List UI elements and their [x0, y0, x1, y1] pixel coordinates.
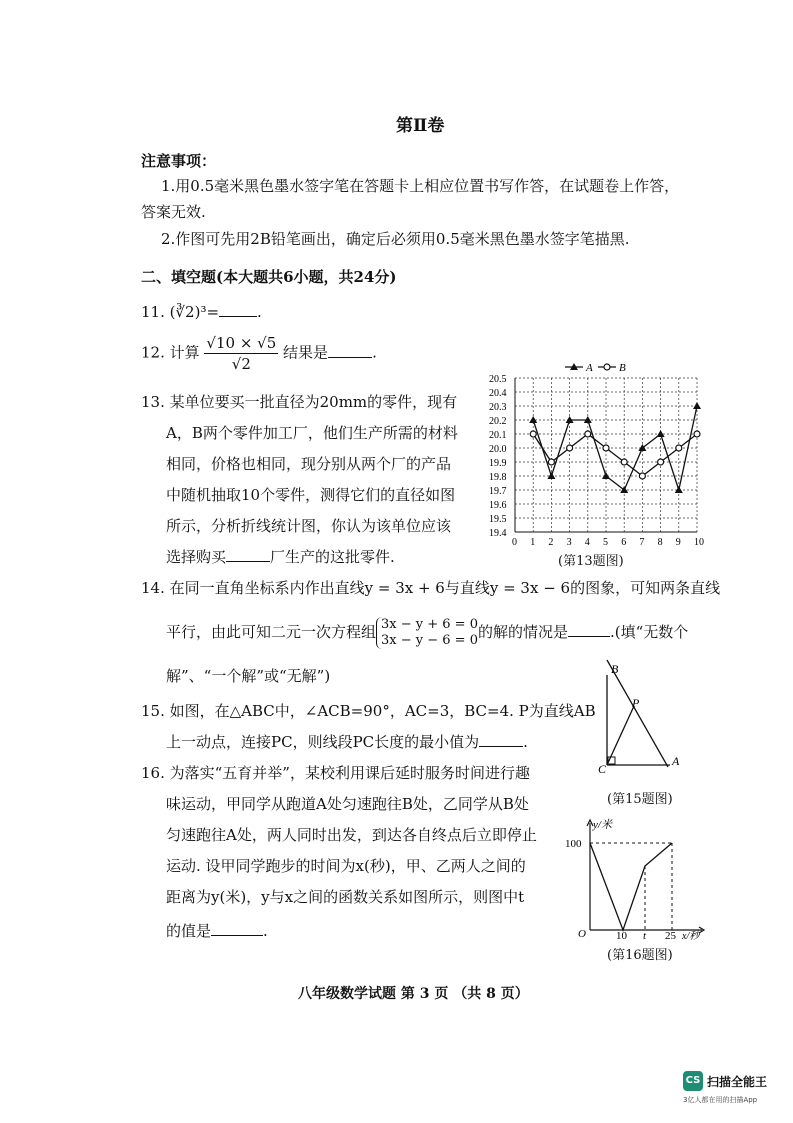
- series-B-point: [567, 445, 573, 451]
- series-B-point: [621, 459, 627, 465]
- q15-triangle-figure: [590, 655, 695, 775]
- notice-1: 1.用0.5毫米黑色墨水签字笔在答题卡上相应位置书写作答，在试题卷上作答，: [161, 177, 680, 195]
- q11-suffix: )³=: [194, 303, 220, 321]
- q16-line-5: 距离为y(米)，y与x之间的函数关系如图所示，则图中t: [166, 888, 525, 906]
- q13-line-2: A，B两个零件加工厂，他们生产所需的材料: [166, 424, 458, 442]
- q14-answer-blank: [568, 623, 610, 637]
- series-A-point: [657, 430, 665, 437]
- chart-legend: [565, 362, 626, 374]
- legend-b-label: B: [619, 362, 626, 374]
- q15-answer-blank: [479, 733, 523, 747]
- series-B-point: [530, 431, 536, 437]
- q11-prefix: 11. (: [141, 303, 176, 321]
- q12-suffix: 结果是: [283, 343, 329, 362]
- question-11: [141, 303, 262, 321]
- notice-heading: 注意事项：: [141, 152, 217, 170]
- q14-line-2b: 的解的情况是: [477, 623, 568, 641]
- q15-line-2b: .: [523, 733, 528, 751]
- q13-answer-blank: [226, 548, 270, 562]
- q15-line-1: 15. 如图，在△ABC中，∠ACB=90°，AC=3，BC=4. P为直线AB: [141, 702, 596, 720]
- q14-eq1: 3x − y + 6 = 0: [381, 617, 478, 632]
- q14-line-2a: 平行，由此可知二元一次方程组: [166, 623, 377, 641]
- q13-caption: (第13题图): [558, 554, 624, 569]
- q13-line-1: 13. 某单位要买一批直径为20mm的零件，现有: [141, 393, 458, 411]
- q16-line-4: 运动. 设甲同学跑步的时间为x(秒)，甲、乙两人之间的: [166, 857, 526, 875]
- y-tick-label: 20.0: [489, 444, 507, 455]
- x-tick-label: 1: [530, 537, 536, 548]
- notice-2: 2.作图可先用2B铅笔画出，确定后必须用0.5毫米黑色墨水签字笔描黑.: [161, 230, 630, 248]
- q16-function-graph: [562, 815, 712, 940]
- q14-equation-system: [376, 617, 478, 649]
- tick-10: 10: [616, 930, 627, 940]
- q15-line-2: [166, 733, 528, 751]
- y-tick-label: 19.4: [489, 528, 507, 539]
- question-12: [141, 333, 377, 374]
- q16-line-6b: .: [263, 922, 268, 940]
- q13-line-6: [166, 548, 395, 566]
- q12-answer-blank: [328, 344, 372, 358]
- q14-line-1: 14. 在同一直角坐标系内作出直线y = 3x + 6与直线y = 3x − 6的图象，可知两条直线: [141, 579, 721, 597]
- line-ab-extended: [607, 660, 668, 767]
- series-B-point: [676, 445, 682, 451]
- q13-line-6a: 选择购买: [166, 548, 227, 566]
- series-A-point: [675, 486, 683, 493]
- series-A-point: [529, 416, 537, 423]
- section-heading: 二、填空题(本大题共6小题，共24分): [141, 268, 397, 286]
- camscanner-logo: CS: [683, 1071, 703, 1091]
- label-c: C: [598, 762, 607, 775]
- graph-ylabel: y/米: [593, 819, 612, 831]
- q16-line-1: 16. 为落实“五育并举”，某校利用课后延时服务时间进行趣: [141, 764, 530, 782]
- q16-line-3: 匀速跑往A处，两人同时出发，到达各自终点后立即停止: [166, 826, 537, 844]
- x-tick-label: 6: [621, 537, 627, 548]
- q16-line-6: [166, 922, 268, 940]
- y-tick-label: 20.1: [489, 430, 507, 441]
- x-tick-label: 4: [584, 537, 590, 548]
- app-tagline: 3亿人都在用的扫描App: [683, 1096, 758, 1104]
- graph-origin: O: [578, 928, 586, 940]
- y-tick-label: 19.9: [489, 458, 507, 469]
- q15-line-2a: 上一动点，连接PC，则线段PC长度的最小值为: [166, 733, 480, 751]
- y-tick-label: 19.7: [489, 486, 507, 497]
- series-A-point: [602, 472, 610, 479]
- y-tick-label: 20.3: [489, 402, 507, 413]
- app-name: 扫描全能王: [707, 1075, 768, 1089]
- x-tick-label: 7: [639, 537, 645, 548]
- q16-line-2: 味运动，甲同学从跑道A处匀速跑往B处，乙同学从B处: [166, 795, 529, 813]
- q11-root: ∛2: [175, 303, 195, 321]
- q16-line-6a: 的值是: [166, 922, 212, 940]
- x-tick-label: 8: [657, 537, 663, 548]
- graph-xlabel: x/秒: [682, 931, 700, 940]
- q14-line-2c: .(填“无数个: [610, 623, 689, 641]
- q12-numerator: √10 × √5: [206, 334, 277, 352]
- q13-line-chart: [485, 358, 710, 573]
- q15-caption: (第15题图): [607, 792, 673, 807]
- q16-answer-blank: [211, 922, 263, 936]
- q14-eq2: 3x − y − 6 = 0: [381, 633, 478, 648]
- page-title: 第Ⅱ卷: [396, 116, 445, 136]
- y-tick-label: 19.6: [489, 500, 507, 511]
- q12-prefix: 12. 计算: [141, 343, 200, 362]
- tick-25: 25: [665, 930, 676, 940]
- legend-a-label: A: [586, 362, 593, 374]
- q14-line-2: [166, 616, 688, 649]
- q13-line-4: 中随机抽取10个零件，测得它们的直径如图: [166, 486, 456, 504]
- notice-1-cont: 答案无效.: [141, 203, 206, 221]
- series-B-point: [658, 459, 664, 465]
- tick-t: t: [643, 930, 647, 940]
- q12-end: .: [372, 343, 377, 362]
- label-b: B: [611, 662, 619, 676]
- label-p: P: [632, 696, 640, 710]
- chart-series: [529, 402, 701, 493]
- x-tick-label: 10: [694, 537, 704, 548]
- series-B-point: [585, 431, 591, 437]
- series-A-point: [547, 472, 555, 479]
- x-tick-label: 2: [548, 537, 554, 548]
- q12-fraction: [204, 333, 278, 374]
- chart-ticks: [489, 374, 704, 548]
- series-B-point: [694, 431, 700, 437]
- legend-b-marker: [604, 364, 610, 370]
- segment-pc: [607, 706, 634, 765]
- y-tick-label: 20.5: [489, 374, 507, 385]
- q12-denominator: √2: [231, 355, 251, 373]
- q13-line-6b: 厂生产的这批零件.: [270, 548, 395, 566]
- y-tick-label: 20.4: [489, 388, 507, 399]
- y-tick-label: 19.8: [489, 472, 507, 483]
- x-tick-label: 5: [603, 537, 608, 548]
- tick-100: 100: [565, 838, 582, 850]
- page-footer: 八年级数学试题 第 3 页 （共 8 页）: [298, 986, 529, 1002]
- x-tick-label: 9: [675, 537, 681, 548]
- q11-end: .: [257, 303, 262, 321]
- x-tick-label: 3: [566, 537, 572, 548]
- q16-caption: (第16题图): [607, 948, 673, 963]
- graph-polyline: [590, 843, 672, 930]
- y-tick-label: 19.5: [489, 514, 507, 525]
- series-B-point: [548, 459, 554, 465]
- q11-answer-blank: [219, 303, 257, 317]
- series-B-point: [639, 473, 645, 479]
- q13-line-5: 所示，分析折线统计图，你认为该单位应该: [166, 517, 452, 535]
- x-tick-label: 0: [512, 537, 517, 548]
- series-B-point: [603, 445, 609, 451]
- y-tick-label: 20.2: [489, 416, 507, 427]
- series-A-point: [693, 402, 701, 409]
- q14-line-3: 解”、“一个解”或“无解”): [166, 667, 331, 685]
- q13-line-3: 相同，价格也相同，现分别从两个厂的产品: [166, 455, 452, 473]
- label-a: A: [672, 754, 680, 768]
